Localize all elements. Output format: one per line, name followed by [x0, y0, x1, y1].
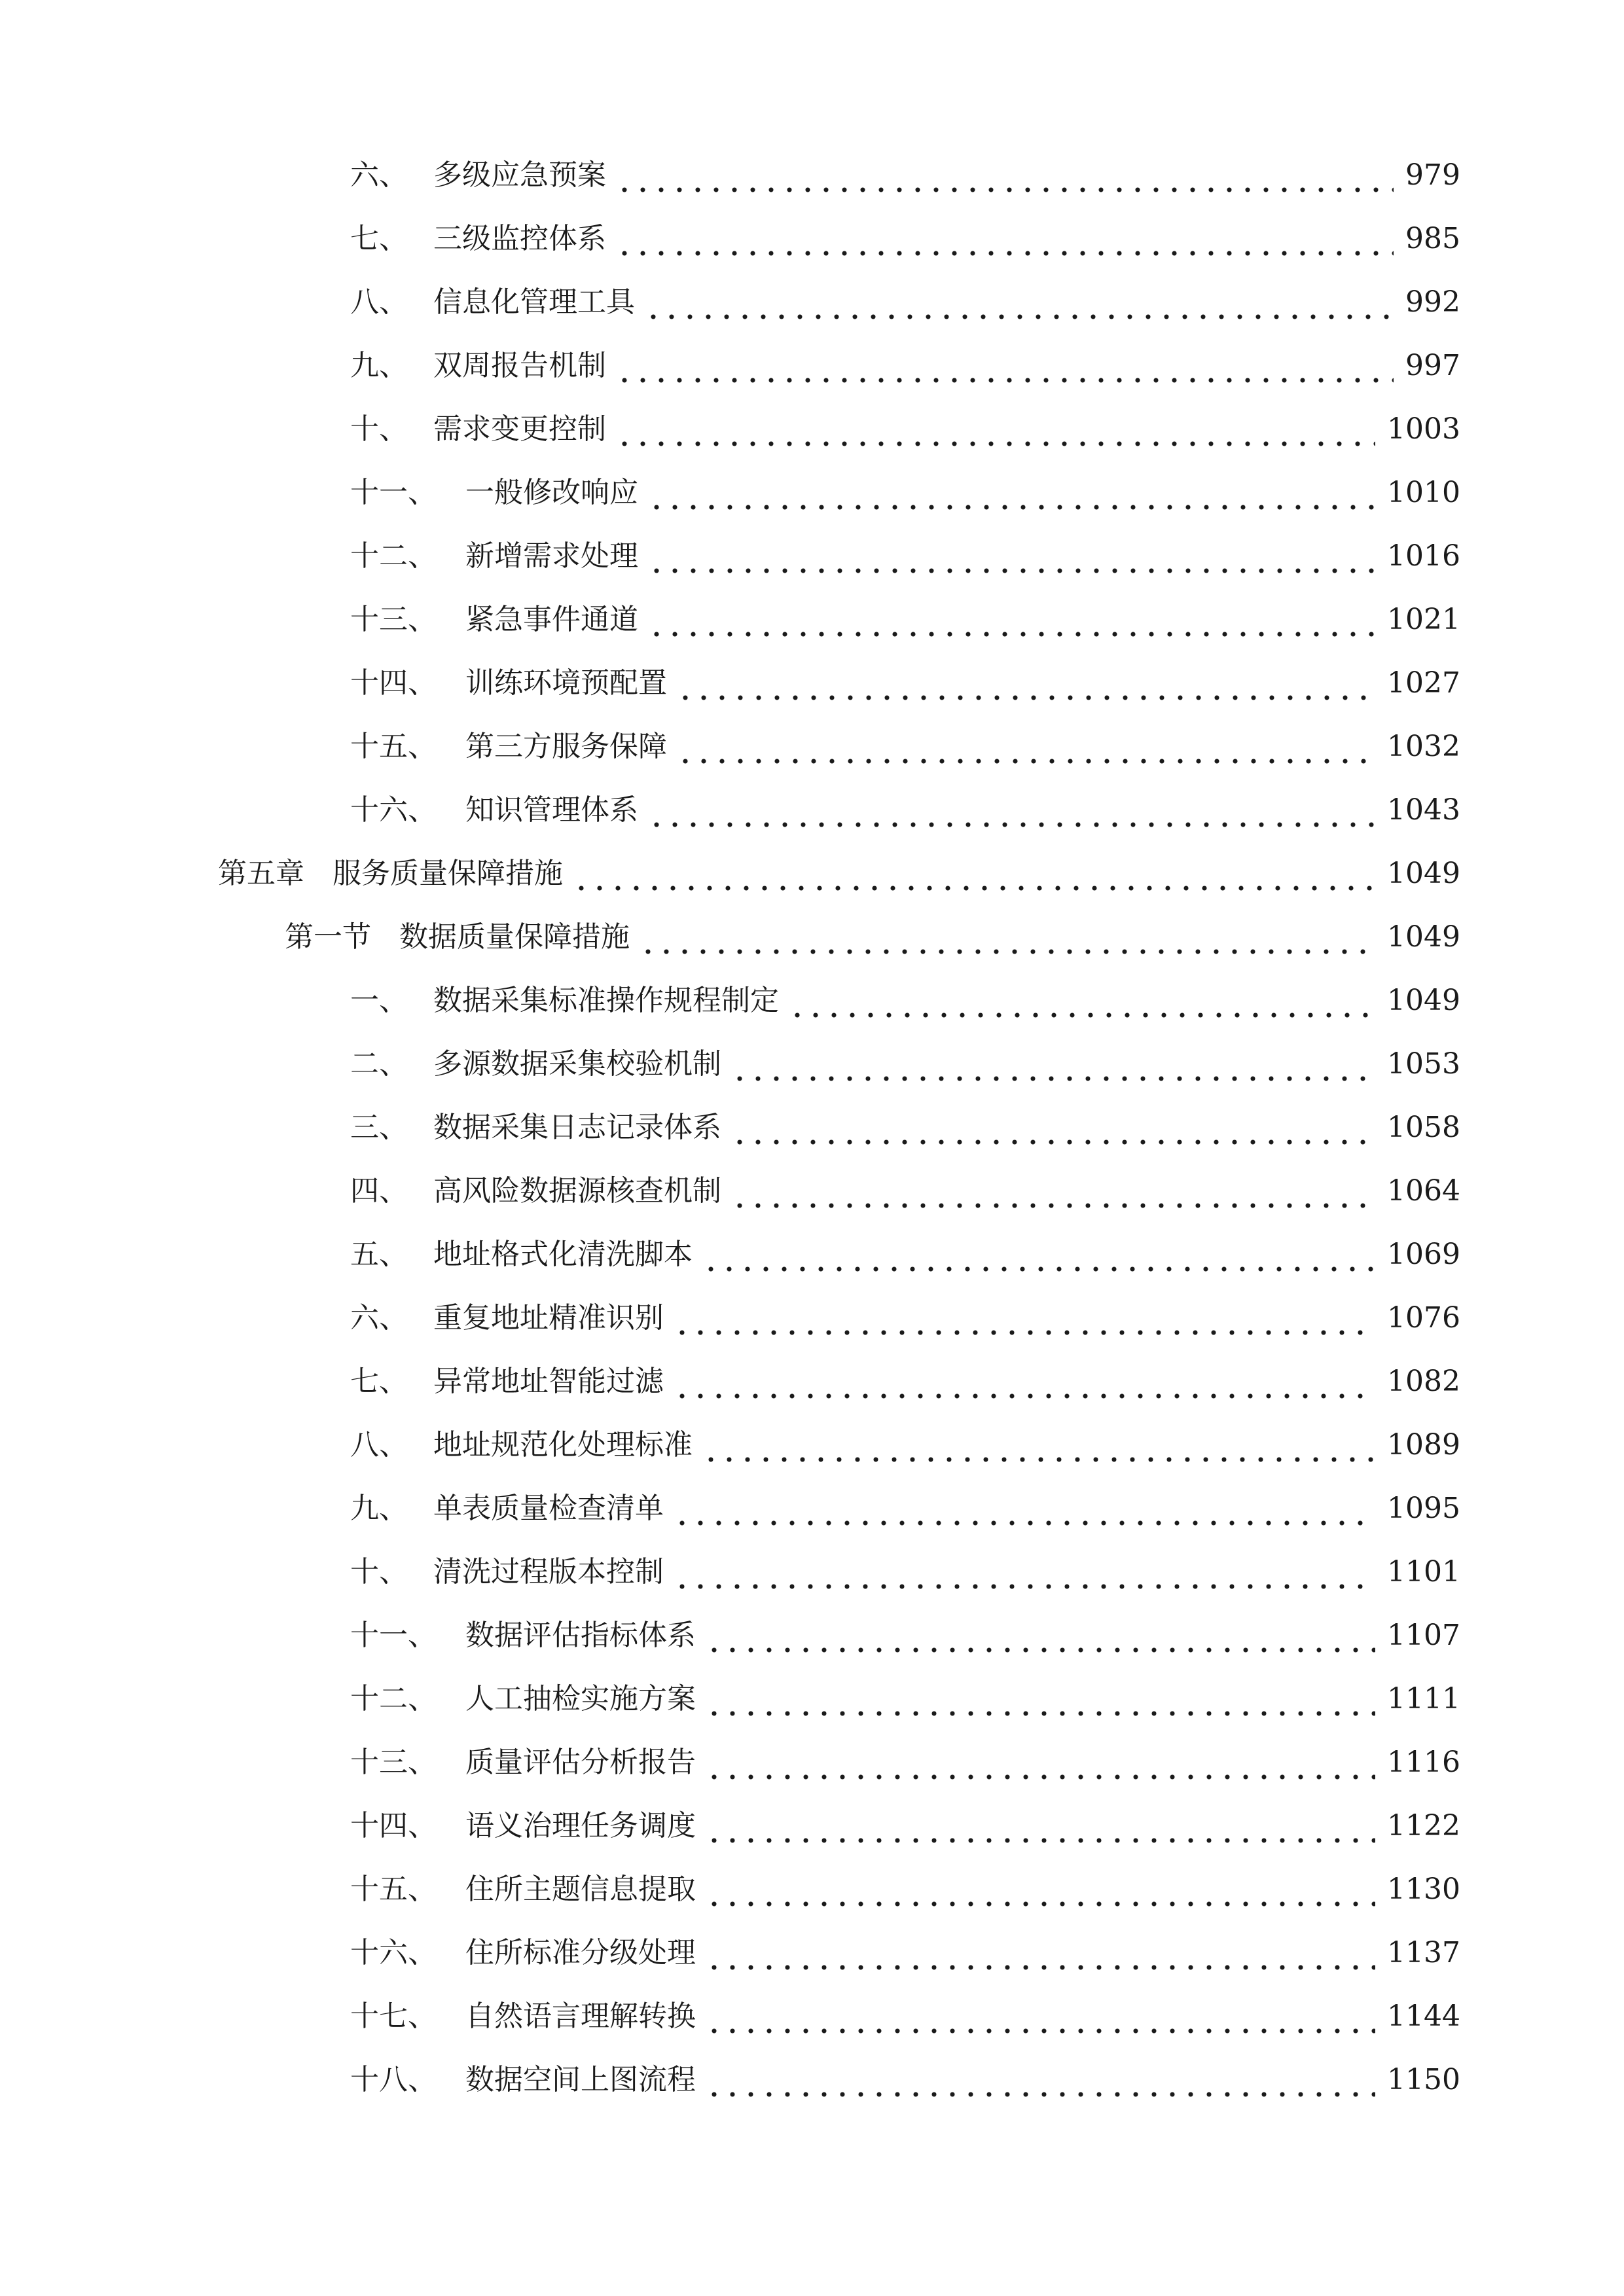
toc-entry[interactable]	[350, 1863, 1460, 1916]
dot-leader	[673, 1292, 1375, 1344]
toc-entry-number: 六、	[350, 1301, 408, 1335]
toc-entry-number: 十七、	[350, 2000, 437, 2033]
toc-entry-title: 信息化管理工具	[433, 285, 635, 319]
toc-entry[interactable]	[350, 213, 1460, 265]
toc-entry-title: 多级应急预案	[433, 158, 606, 192]
toc-entry[interactable]	[350, 1673, 1460, 1725]
toc-entry-number: 十一、	[350, 476, 437, 509]
toc-entry-page: 1049	[1387, 984, 1460, 1017]
toc-entry-number: 九、	[350, 1492, 408, 1525]
toc-entry-page: 1095	[1387, 1492, 1460, 1525]
toc-entry[interactable]	[350, 530, 1460, 583]
toc-entry-title: 地址格式化清洗脚本	[433, 1238, 693, 1271]
toc-entry-title: 双周报告机制	[433, 349, 606, 382]
toc-entry-page: 1010	[1387, 476, 1460, 509]
toc-entry-number: 一、	[350, 984, 408, 1017]
toc-entry-page: 1150	[1387, 2063, 1460, 2096]
dot-leader	[705, 1863, 1375, 1916]
dot-leader	[639, 911, 1375, 963]
toc-entry[interactable]	[350, 1165, 1460, 1217]
toc-entry-number: 十二、	[350, 539, 437, 573]
toc-entry-number: 九、	[350, 349, 408, 382]
dot-leader	[615, 340, 1394, 392]
toc-entry-number: 十二、	[350, 1682, 437, 1715]
toc-entry-title: 第三方服务保障	[465, 730, 667, 763]
toc-entry[interactable]	[350, 1609, 1460, 1662]
toc-entry-number: 十八、	[350, 2063, 437, 2096]
toc-section-number: 第一节	[285, 920, 371, 954]
toc-entry-number: 十四、	[350, 666, 437, 700]
toc-entry-title: 单表质量检查清单	[433, 1492, 664, 1525]
toc-entry-number: 十四、	[350, 1809, 437, 1842]
toc-entry-number: 十六、	[350, 1936, 437, 1969]
dot-leader	[647, 594, 1375, 646]
toc-entry-page: 985	[1405, 222, 1460, 255]
toc-section-entry[interactable]	[285, 911, 1460, 963]
toc-entry[interactable]	[350, 1546, 1460, 1598]
toc-entry-number: 十六、	[350, 793, 437, 827]
toc-entry-page: 1076	[1387, 1301, 1460, 1335]
toc-entry-number: 六、	[350, 158, 408, 192]
dot-leader	[673, 1482, 1375, 1535]
toc-entry-number: 三、	[350, 1111, 408, 1144]
toc-entry-page: 997	[1405, 349, 1460, 382]
toc-entry[interactable]	[350, 2054, 1460, 2106]
dot-leader	[572, 848, 1375, 900]
dot-leader	[676, 657, 1375, 709]
toc-entry-title: 知识管理体系	[465, 793, 638, 827]
toc-entry-number: 八、	[350, 285, 408, 319]
dot-leader	[673, 1546, 1375, 1598]
toc-entry-page: 1082	[1387, 1365, 1460, 1398]
toc-entry-page: 1032	[1387, 730, 1460, 763]
dot-leader	[731, 1165, 1375, 1217]
toc-entry-number: 十、	[350, 412, 408, 446]
dot-leader	[788, 975, 1375, 1027]
toc-entry-title: 数据空间上图流程	[465, 2063, 696, 2096]
toc-entry[interactable]	[350, 1990, 1460, 2043]
toc-entry[interactable]	[350, 1736, 1460, 1789]
dot-leader	[731, 1038, 1375, 1090]
dot-leader	[702, 1419, 1375, 1471]
toc-entry-title: 自然语言理解转换	[465, 2000, 696, 2033]
toc-entry[interactable]	[350, 1482, 1460, 1535]
toc-entry-page: 1101	[1387, 1555, 1460, 1588]
toc-chapter-entry[interactable]	[218, 848, 1460, 900]
toc-entry-number: 十一、	[350, 1619, 437, 1652]
toc-entry-number: 十三、	[350, 1746, 437, 1779]
toc-entry[interactable]	[350, 403, 1460, 456]
toc-entry[interactable]	[350, 975, 1460, 1027]
dot-leader	[615, 149, 1394, 202]
toc-entry-title: 质量评估分析报告	[465, 1746, 696, 1779]
toc-entry-title: 一般修改响应	[465, 476, 638, 509]
dot-leader	[647, 467, 1375, 519]
toc-entry[interactable]	[350, 1355, 1460, 1408]
toc-entry-page: 1089	[1387, 1428, 1460, 1462]
toc-entry[interactable]	[350, 657, 1460, 709]
toc-entry-title: 异常地址智能过滤	[433, 1365, 664, 1398]
toc-entry-page: 1069	[1387, 1238, 1460, 1271]
toc-entry[interactable]	[350, 784, 1460, 836]
toc-entry-page: 992	[1405, 285, 1460, 319]
toc-entry-title: 三级监控体系	[433, 222, 606, 255]
toc-entry-title: 数据评估指标体系	[465, 1619, 696, 1652]
dot-leader	[705, 1736, 1375, 1789]
dot-leader	[647, 530, 1375, 583]
toc-entry[interactable]	[350, 594, 1460, 646]
toc-entry-page: 1111	[1387, 1682, 1460, 1715]
dot-leader	[615, 213, 1394, 265]
dot-leader	[705, 1800, 1375, 1852]
dot-leader	[615, 403, 1375, 456]
toc-entry-title: 高风险数据源核查机制	[433, 1174, 721, 1208]
toc-entry[interactable]	[350, 1927, 1460, 1979]
toc-chapter-page: 1049	[1387, 857, 1460, 890]
toc-chapter-title: 服务质量保障措施	[333, 857, 563, 890]
toc-entry[interactable]	[350, 1419, 1460, 1471]
toc-entry-number: 十三、	[350, 603, 437, 636]
toc-entry-title: 人工抽检实施方案	[465, 1682, 696, 1715]
dot-leader	[705, 1927, 1375, 1979]
toc-entry-page: 1107	[1387, 1619, 1460, 1652]
toc-entry-page: 1144	[1387, 2000, 1460, 2033]
toc-entry-number: 八、	[350, 1428, 408, 1462]
toc-entry-title: 训练环境预配置	[465, 666, 667, 700]
toc-entry-page: 1064	[1387, 1174, 1460, 1208]
toc-entry-page: 1003	[1387, 412, 1460, 446]
toc-entry-page: 1122	[1387, 1809, 1460, 1842]
toc-entry[interactable]	[350, 1102, 1460, 1154]
toc-entry-page: 1130	[1387, 1873, 1460, 1906]
toc-entry-title: 需求变更控制	[433, 412, 606, 446]
toc-entry-page: 1137	[1387, 1936, 1460, 1969]
toc-entry-page: 1058	[1387, 1111, 1460, 1144]
toc-entry[interactable]	[350, 1038, 1460, 1090]
toc-entry-number: 七、	[350, 222, 408, 255]
dot-leader	[705, 1673, 1375, 1725]
toc-entry-title: 地址规范化处理标准	[433, 1428, 693, 1462]
toc-entry-page: 1016	[1387, 539, 1460, 573]
toc-entry-number: 十、	[350, 1555, 408, 1588]
toc-entry[interactable]	[350, 721, 1460, 773]
toc-section-page: 1049	[1387, 920, 1460, 954]
toc-entry-number: 十五、	[350, 1873, 437, 1906]
toc-entry-number: 五、	[350, 1238, 408, 1271]
toc-entry-page: 1021	[1387, 603, 1460, 636]
toc-entry-page: 979	[1405, 158, 1460, 192]
toc-entry-number: 十五、	[350, 730, 437, 763]
dot-leader	[647, 784, 1375, 836]
dot-leader	[673, 1355, 1375, 1408]
dot-leader	[731, 1102, 1375, 1154]
toc-entry-page: 1116	[1387, 1746, 1460, 1779]
toc-entry[interactable]	[350, 276, 1460, 329]
toc-entry[interactable]	[350, 1800, 1460, 1852]
toc-entry[interactable]	[350, 149, 1460, 202]
toc-entry[interactable]	[350, 1292, 1460, 1344]
toc-entry-number: 二、	[350, 1047, 408, 1081]
toc-entry-title: 清洗过程版本控制	[433, 1555, 664, 1588]
toc-entry-title: 新增需求处理	[465, 539, 638, 573]
toc-entry-title: 住所标准分级处理	[465, 1936, 696, 1969]
toc-entry-page: 1053	[1387, 1047, 1460, 1081]
toc-entry[interactable]	[350, 467, 1460, 519]
dot-leader	[676, 721, 1375, 773]
toc-entry-title: 多源数据采集校验机制	[433, 1047, 721, 1081]
toc-entry-page: 1043	[1387, 793, 1460, 827]
toc-entry-title: 语义治理任务调度	[465, 1809, 696, 1842]
dot-leader	[702, 1229, 1375, 1281]
toc-section-title: 数据质量保障措施	[399, 920, 630, 954]
dot-leader	[705, 1990, 1375, 2043]
dot-leader	[705, 1609, 1375, 1662]
toc-entry-title: 数据采集日志记录体系	[433, 1111, 721, 1144]
toc-entry[interactable]	[350, 1229, 1460, 1281]
toc-entry-title: 紧急事件通道	[465, 603, 638, 636]
toc-entry-page: 1027	[1387, 666, 1460, 700]
dot-leader	[644, 276, 1394, 329]
toc-entry-number: 四、	[350, 1174, 408, 1208]
toc-entry[interactable]	[350, 340, 1460, 392]
toc-entry-title: 住所主题信息提取	[465, 1873, 696, 1906]
toc-chapter-number: 第五章	[218, 857, 304, 890]
toc-entry-number: 七、	[350, 1365, 408, 1398]
toc-entry-title: 数据采集标准操作规程制定	[433, 984, 779, 1017]
toc-entry-title: 重复地址精准识别	[433, 1301, 664, 1335]
dot-leader	[705, 2054, 1375, 2106]
